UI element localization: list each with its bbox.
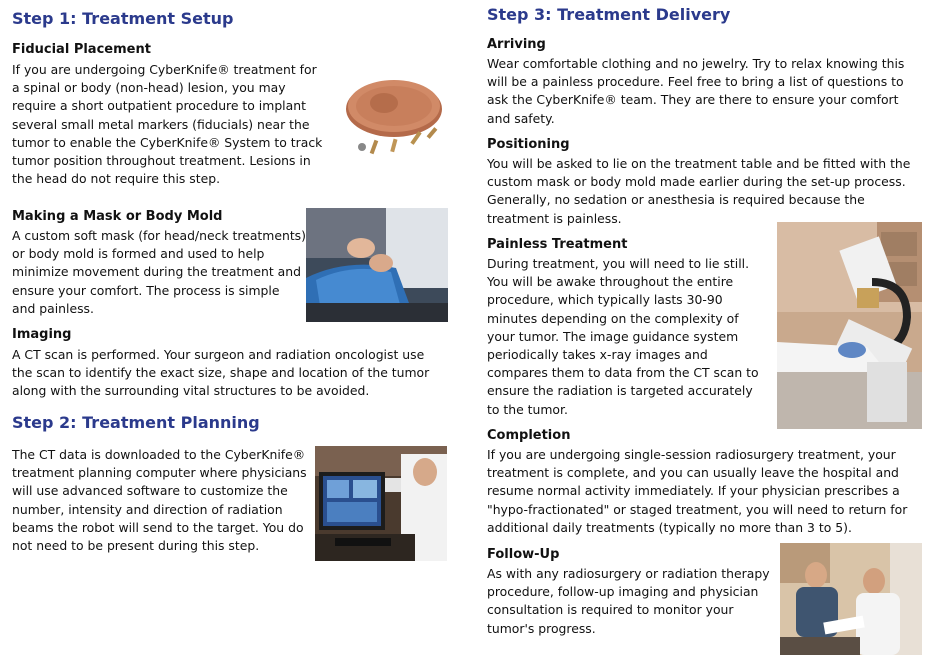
imaging-heading: Imaging xyxy=(12,327,72,342)
followup-heading: Follow-Up xyxy=(487,547,560,562)
followup-body: As with any radiosurgery or radiation therapy procedure, follow-up imaging and physician consultation is required to monitor your tumor's progress. xyxy=(487,566,770,636)
followup-consult-photo xyxy=(780,543,922,655)
fiducial-heading: Fiducial Placement xyxy=(12,42,151,57)
completion-body: If you are undergoing single-session radiosurgery treatment, your treatment is complete, and you can usually leave the hospital and resume normal activity immediately. If your physician prescribes a "hypo-fractionated" or staged treatment, you will need to return for additional daily treatments (typically no more than 3 to 5). xyxy=(487,447,908,535)
imaging-body: A CT scan is performed. Your surgeon and radiation oncologist use the scan to identify the exact size, shape and location of the tumor along with the surrounding vital structures to be avoided. xyxy=(12,347,430,399)
fiducial-body: If you are undergoing CyberKnife® treatment for a spinal or body (non-head) lesion, you may require a short outpatient procedure to implant several small metal markers (fiducials) near the tumor to enable the CyberKnife® System to track tumor position throughout treatment. Lesions in the head do not require this step. xyxy=(12,62,323,187)
arriving-heading: Arriving xyxy=(487,37,546,52)
positioning-body: You will be asked to lie on the treatment table and be fitted with the custom mask or body mold made earlier during the set-up process. Generally, no sedation or anesthesia is required because the treatment is painless. xyxy=(487,156,911,226)
mask-heading: Making a Mask or Body Mold xyxy=(12,209,223,224)
cyberknife-robot-photo xyxy=(777,222,922,429)
step1-title: Step 1: Treatment Setup xyxy=(12,9,234,28)
mask-body: A custom soft mask (for head/neck treatments) or body mold is formed and used to help minimize movement during the treatment and ensure your comfort. The process is simple and painless. xyxy=(12,228,306,316)
planning-computer-photo xyxy=(315,446,447,561)
step3-title: Step 3: Treatment Delivery xyxy=(487,5,731,24)
step2-title: Step 2: Treatment Planning xyxy=(12,413,260,432)
fiducial-penny-photo xyxy=(332,65,450,160)
arriving-body: Wear comfortable clothing and no jewelry. Try to relax knowing this will be a painless procedure. Feel free to bring a list of questions to ask the CyberKnife® team. They are there to ensure your comfort and safety. xyxy=(487,56,905,126)
positioning-heading: Positioning xyxy=(487,137,570,152)
mask-fitting-photo xyxy=(306,208,448,322)
step2-body: The CT data is downloaded to the CyberKnife® treatment planning computer where physicians will use advanced software to customize the number, intensity and direction of radiation beams the robot will send to the target. You do not need to be present during this step. xyxy=(12,447,307,554)
painless-body: During treatment, you will need to lie still. You will be awake throughout the entire procedure, which typically lasts 30-90 minutes depending on the complexity of your tumor. The image guidance system periodically takes x-ray images and compares them to data from the CT scan to ensure the radiation is targeted accurately to the tumor. xyxy=(487,256,759,417)
completion-heading: Completion xyxy=(487,428,571,443)
painless-heading: Painless Treatment xyxy=(487,237,628,252)
